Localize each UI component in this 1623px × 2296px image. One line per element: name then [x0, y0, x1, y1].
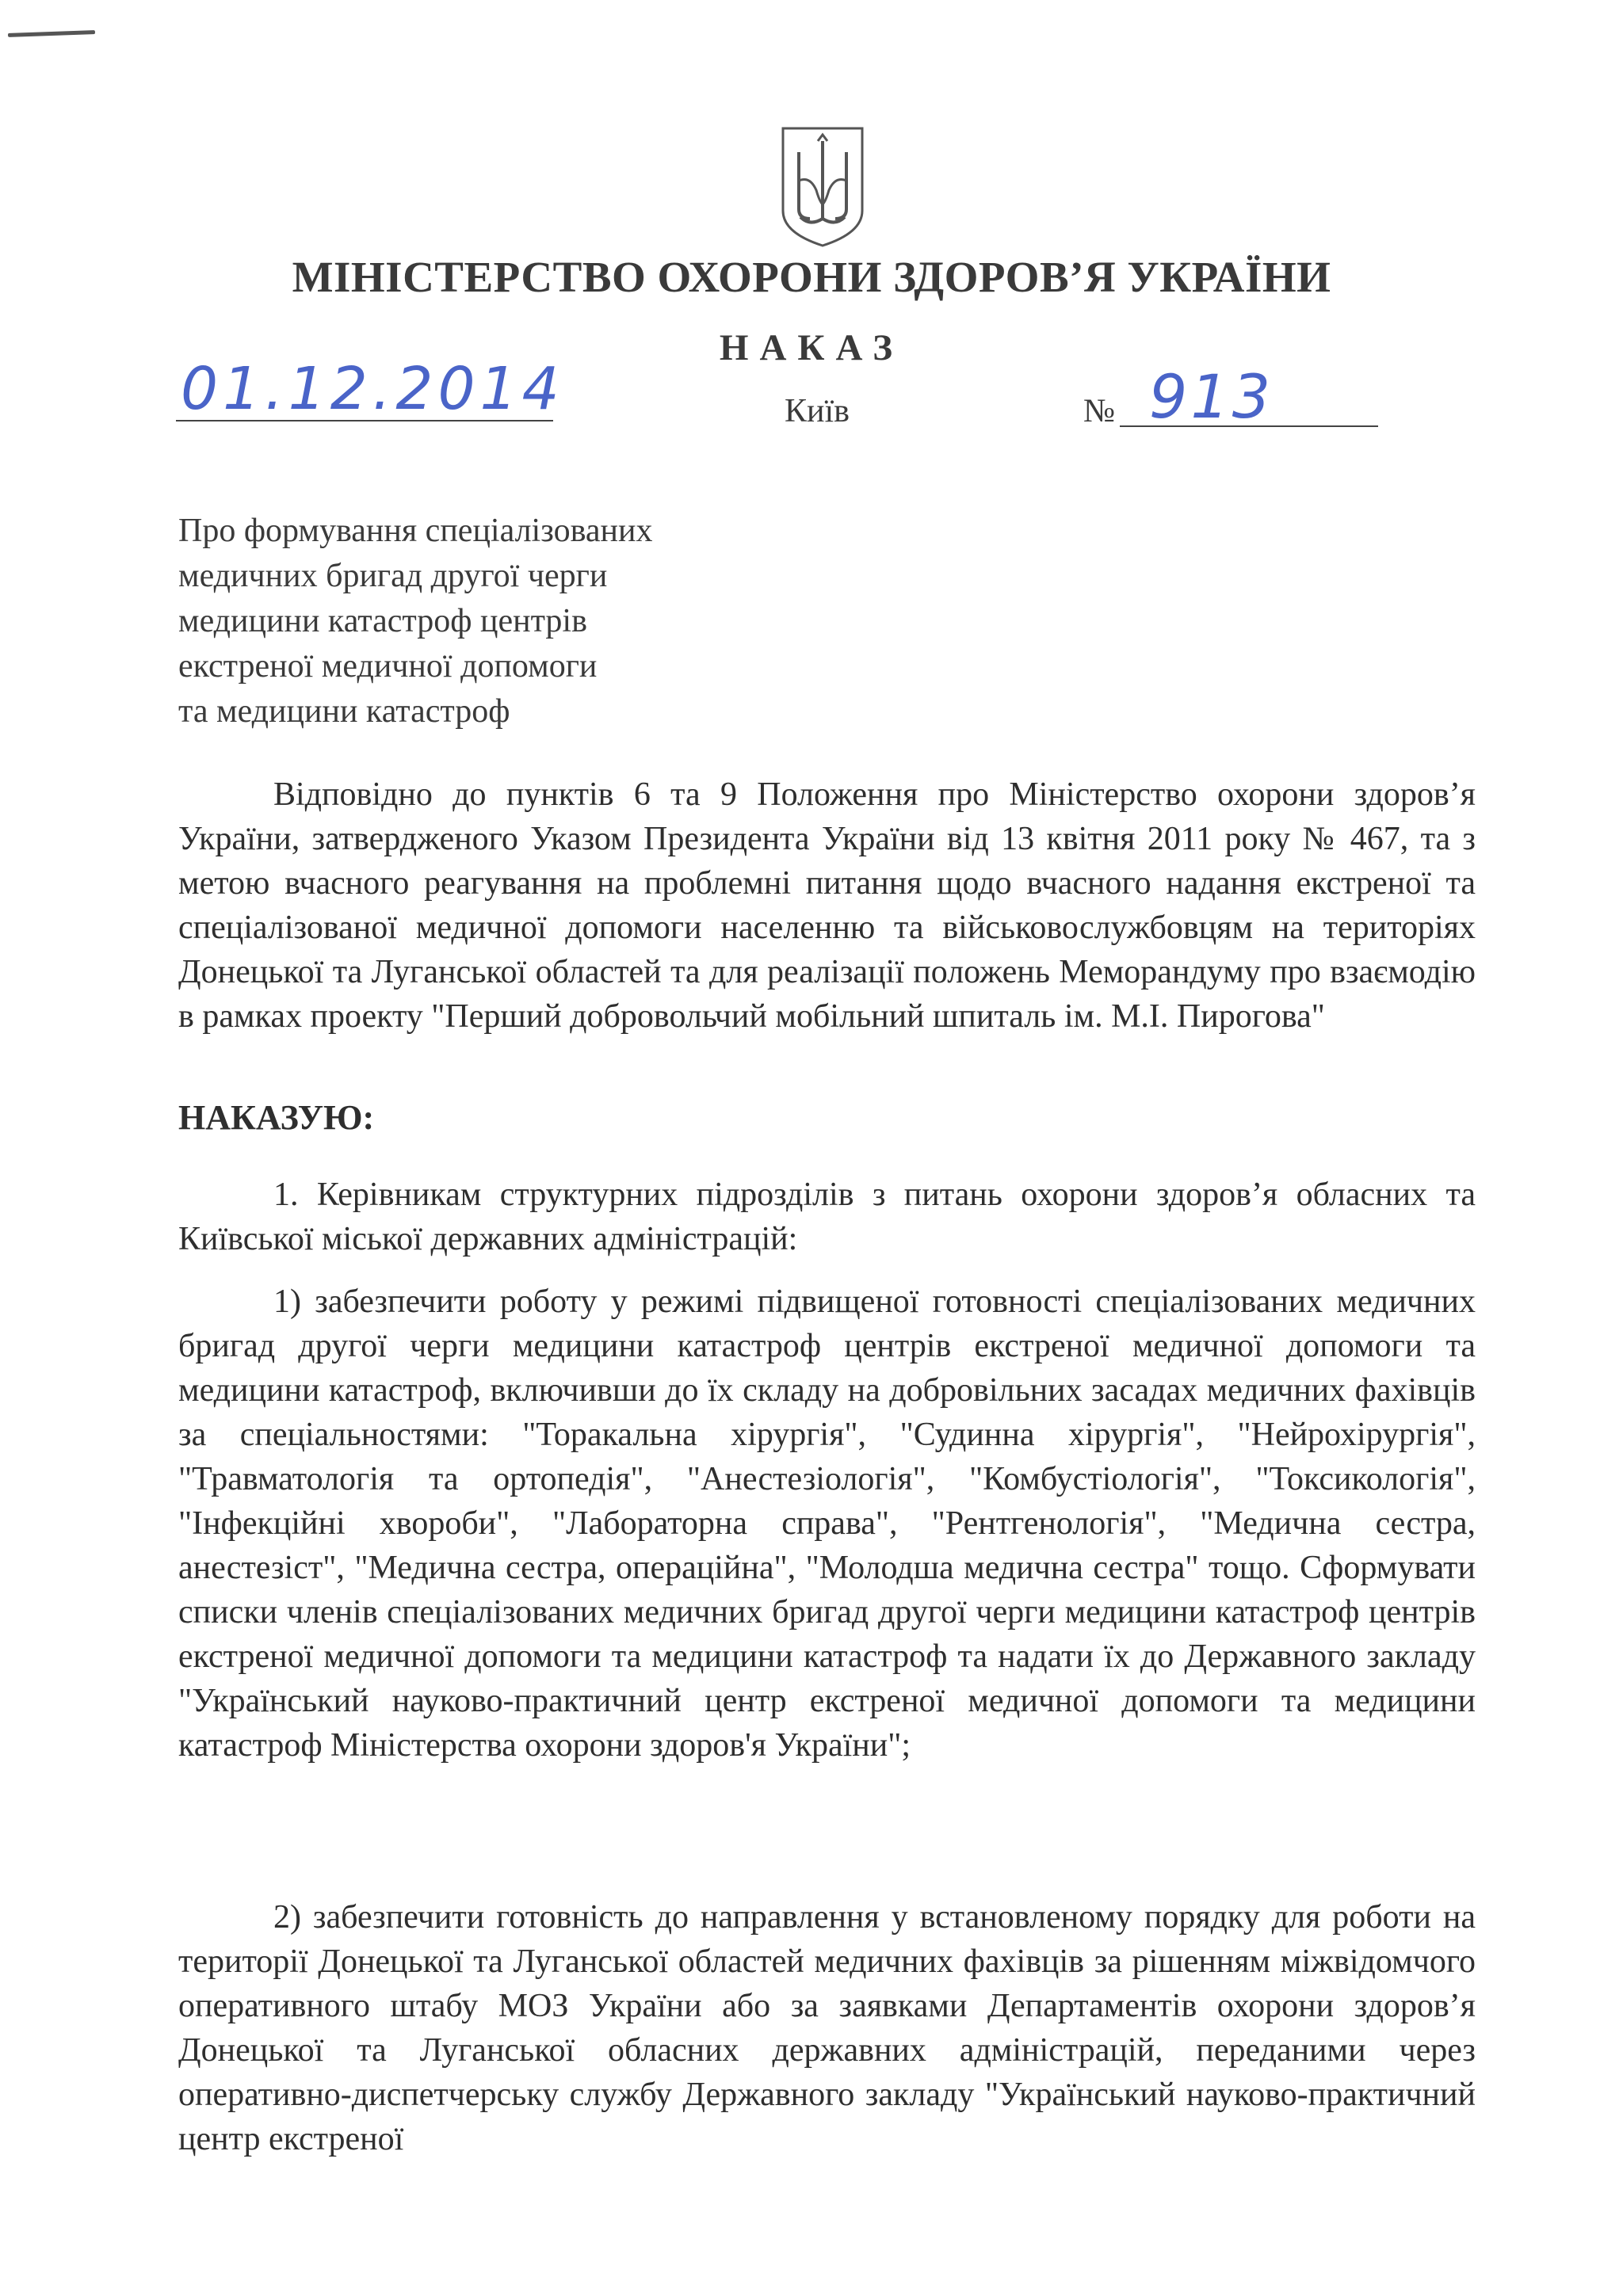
city: Київ — [785, 393, 850, 429]
order-subject — [178, 509, 652, 734]
subject-line: медичних бригад другої черги — [178, 558, 608, 594]
order-number: 913 — [1149, 361, 1274, 432]
item-1-2-paragraph: 2) забезпечити готовність до направлення у встановленому порядку для роботи на території Донецької та Луганської областей медичних фахівців за рішенням міжвідомчого оперативного штабу МОЗ України або за заявками Департаментів охорони здоров’я Донецької та Луганської обласних державних адміністрацій, переданими через оперативно-диспетчерську службу Державного закладу "Український науково-практичний центр екстреної — [178, 1899, 1476, 2157]
subject-line: Про формування спеціалізованих — [178, 513, 653, 549]
nakazuyu-heading: НАКАЗУЮ: — [178, 1098, 375, 1137]
preamble-paragraph: Відповідно до пунктів 6 та 9 Положення про Міністерство охорони здоров’я України, затвердженого Указом Президента України від 13 квітня 2011 року № 467, та з метою вчасного реагування на проблемні питання щодо вчасного надання екстреної та спеціалізованої медичної допомоги населенню та військовослужбовцям на територіях Донецької та Луганської областей та для реалізації положень Меморандуму про взаємодію в рамках проекту "Перший добровольчий мобільний шпиталь ім. М.І. Пирогова" — [178, 776, 1476, 1035]
subject-line: та медицини катастроф — [178, 693, 510, 730]
number-underline — [1120, 425, 1378, 427]
scan-mark — [8, 30, 95, 37]
order-title: НАКАЗ — [719, 327, 904, 368]
item-1-paragraph: 1. Керівникам структурних підрозділів з питань охорони здоров’я обласних та Київської міської державних адміністрацій: — [178, 1177, 1476, 1257]
subject-line: медицини катастроф центрів — [178, 603, 587, 639]
trident-emblem-icon — [778, 125, 867, 249]
number-sign: № — [1083, 393, 1116, 429]
ministry-name: МІНІСТЕРСТВО ОХОРОНИ ЗДОРОВ’Я УКРАЇНИ — [292, 253, 1331, 301]
subject-line: екстреної медичної допомоги — [178, 648, 598, 685]
order-date: 01.12.2014 — [181, 355, 564, 423]
date-underline — [176, 420, 553, 421]
item-1-1-paragraph: 1) забезпечити роботу у режимі підвищеної готовності спеціалізованих медичних бригад другої черги медицини катастроф центрів екстреної медичної допомоги та медицини катастроф, включивши до їх складу на добровільних засадах медичних фахівців за спеціальностями: "Торакальна хірургія", "Судинна хірургія", "Нейрохірургія", "Травматологія та ортопедія", "Анестезіологія", "Комбустіологія", "Токсикологія", "Інфекційні хвороби", "Лабораторна справа", "Рентгенологія", "Медична сестра, анестезіст", "Медична сестра, операційна", "Молодша медична сестра" тощо. Сформувати списки членів спеціалізованих медичних бригад другої черги медицини катастроф центрів екстреної медичної допомоги та медицини катастроф та надати їх до Державного закладу "Український науково-практичний центр екстреної медичної допомоги та медицини катастроф Міністерства охорони здоров'я України"; — [178, 1283, 1476, 1764]
